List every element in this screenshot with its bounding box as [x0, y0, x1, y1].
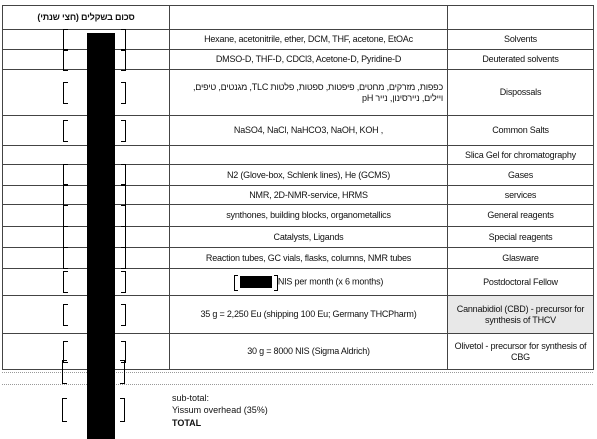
salary-unit-text: NIS per month (x 6 months)	[277, 276, 384, 287]
description-cell: Catalysts, Ligands	[170, 227, 448, 248]
redaction-bracket-right	[120, 360, 125, 384]
category-cell: Solvents	[448, 30, 594, 50]
amount-cell	[3, 248, 170, 269]
amount-cell	[3, 50, 170, 70]
description-cell	[170, 146, 448, 165]
description-cell: N2 (Glove-box, Schlenk lines), He (GCMS)	[170, 165, 448, 186]
amount-cell	[3, 165, 170, 186]
amount-cell	[3, 205, 170, 227]
amount-cell	[3, 334, 170, 370]
description-cell: DMSO-D, THF-D, CDCl3, Acetone-D, Pyridine-D	[170, 50, 448, 70]
description-cell: NaSO4, NaCl, NaHCO3, NaOH, KOH ,	[170, 116, 448, 146]
category-cell: Olivetol - precursor for synthesis of CBG	[448, 334, 594, 370]
description-cell: כפפות, מזרקים, מחטים, פיפטות, ספטות, פלטות TLC, מגנטים, טיפים, ויילים, ניירסינון, נייר pH	[170, 70, 448, 116]
category-cell: Slica Gel for chromatography	[448, 146, 594, 165]
overhead-label: Yissum overhead (35%)	[172, 405, 268, 415]
redacted-salary	[234, 275, 278, 289]
category-cell: Cannabidiol (CBD) - precursor for synthesis of THCV	[448, 296, 594, 334]
table-header-row	[3, 6, 594, 30]
description-cell: Reaction tubes, GC vials, flasks, columns, NMR tubes	[170, 248, 448, 269]
amount-cell	[3, 296, 170, 334]
amount-cell	[3, 186, 170, 205]
category-cell: Special reagents	[448, 227, 594, 248]
description-cell: NMR, 2D-NMR-service, HRMS	[170, 186, 448, 205]
amount-cell	[3, 70, 170, 116]
category-cell: Gases	[448, 165, 594, 186]
redaction-bar	[87, 33, 115, 439]
amount-column-header: סכום בשקלים (חצי שנתי)	[3, 6, 170, 30]
description-column-header	[170, 6, 448, 30]
category-cell: Deuterated solvents	[448, 50, 594, 70]
description-cell: synthones, building blocks, organometallics	[170, 205, 448, 227]
category-cell: Postdoctoral Fellow	[448, 269, 594, 296]
category-cell: Common Salts	[448, 116, 594, 146]
description-cell	[170, 269, 448, 296]
amount-cell	[3, 30, 170, 50]
category-cell: General reagents	[448, 205, 594, 227]
category-column-header	[448, 6, 594, 30]
description-cell: Hexane, acetonitrile, ether, DCM, THF, acetone, EtOAc	[170, 30, 448, 50]
amount-cell	[3, 227, 170, 248]
redaction-bracket-left	[62, 360, 67, 384]
redaction-bracket-left	[62, 398, 67, 422]
redaction-bracket-right	[120, 398, 125, 422]
amount-cell	[3, 146, 170, 165]
amount-cell	[3, 269, 170, 296]
description-cell: 35 g = 2,250 Eu (shipping 100 Eu; Germany THCPharm)	[170, 296, 448, 334]
category-cell: Dispossals	[448, 70, 594, 116]
category-cell: Glasware	[448, 248, 594, 269]
amount-cell	[3, 116, 170, 146]
total-label: TOTAL	[172, 418, 202, 428]
category-cell: services	[448, 186, 594, 205]
subtotal-label: sub-total:	[172, 393, 210, 403]
description-cell: 30 g = 8000 NIS (Sigma Aldrich)	[170, 334, 448, 370]
